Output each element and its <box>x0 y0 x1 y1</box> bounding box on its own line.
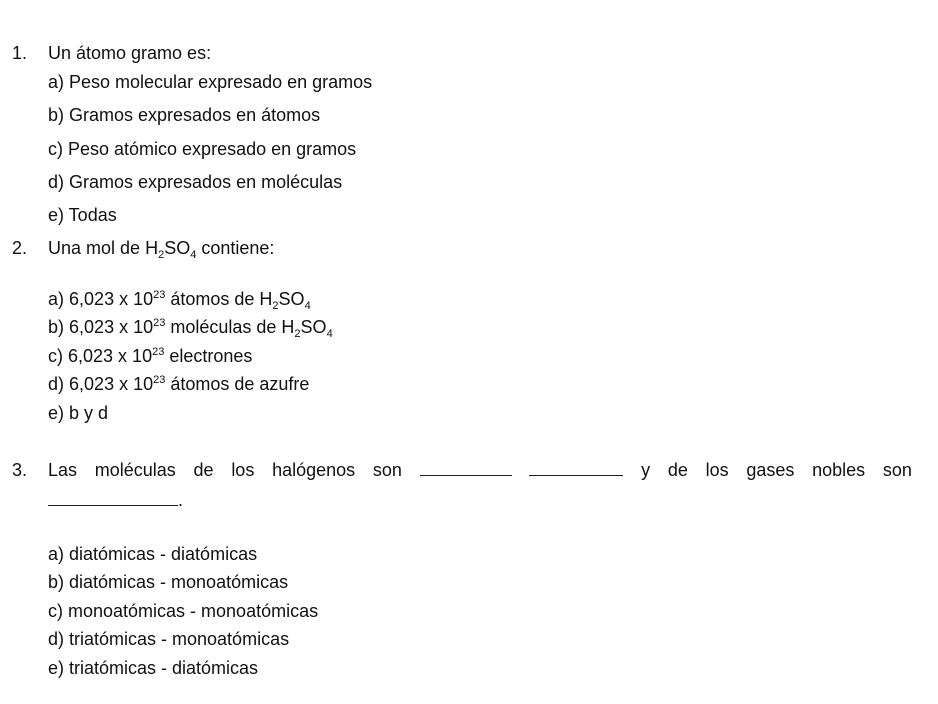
question-2-text: Una mol de $H_2SO_4$ contiene: <box>48 238 275 261</box>
q1-option-a: a) Peso molecular expresado en gramos <box>48 72 373 92</box>
q3-option-c: c) monoatómicas - monoatómicas <box>48 601 319 621</box>
question-3-text: Las moléculas de los halógenos son y de los gases nobles son <box>48 460 912 480</box>
q3-option-e: e) triatómicas - diatómicas <box>48 658 259 678</box>
question-3-text-cont: . <box>48 489 183 511</box>
q2-option-c: c) 6,023 x $10^{23}$ electrones <box>48 346 253 366</box>
formula-h2so4: $H_2SO_4$ <box>259 289 311 312</box>
question-2-number: 2. <box>12 238 28 258</box>
q2-option-a: a) 6,023 x $10^{23}$ átomos de $H_2SO_4$ <box>48 289 311 312</box>
formula-h2so4: $H_2SO_4$ <box>281 317 333 340</box>
answer-blank-2 <box>529 459 623 476</box>
q2-option-e: e) b y d <box>48 403 109 423</box>
q2-option-b: b) 6,023 x $10^{23}$ moléculas de $H_2SO_4$ <box>48 317 333 340</box>
q1-option-d: d) Gramos expresados en moléculas <box>48 172 343 192</box>
question-3-number: 3. <box>12 460 28 480</box>
formula-h2so4: $H_2SO_4$ <box>145 238 197 261</box>
answer-blank-3 <box>48 489 178 506</box>
q3-option-d: d) triatómicas - monoatómicas <box>48 629 290 649</box>
question-1-text: Un átomo gramo es: <box>48 43 212 63</box>
question-1-number: 1. <box>12 43 28 63</box>
q1-option-c: c) Peso atómico expresado en gramos <box>48 139 357 159</box>
q3-option-a: a) diatómicas - diatómicas <box>48 544 258 564</box>
q1-option-e: e) Todas <box>48 205 117 225</box>
q3-option-b: b) diatómicas - monoatómicas <box>48 572 289 592</box>
answer-blank-1 <box>420 459 512 476</box>
q1-option-b: b) Gramos expresados en átomos <box>48 105 321 125</box>
q2-option-d: d) 6,023 x $10^{23}$ átomos de azufre <box>48 374 310 394</box>
